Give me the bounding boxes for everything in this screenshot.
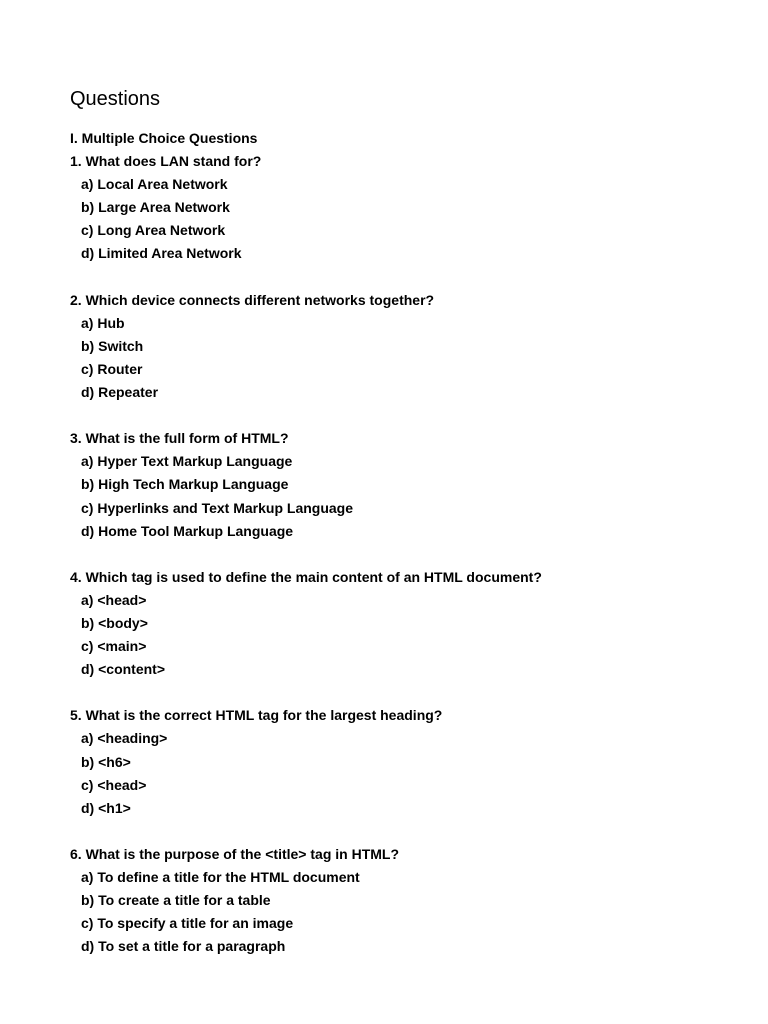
answer-option: d) Home Tool Markup Language	[81, 522, 294, 539]
question-4	[70, 566, 750, 681]
answer-option: b) High Tech Markup Language	[81, 476, 289, 493]
question-text: 6. What is the purpose of the <title> tag in HTML?	[70, 845, 400, 862]
section-heading: I. Multiple Choice Questions	[70, 130, 258, 146]
answer-option: a) Local Area Network	[81, 176, 228, 193]
spacer	[70, 266, 750, 289]
question-2	[70, 289, 750, 404]
question-3	[70, 427, 750, 542]
answer-option: b) Large Area Network	[81, 199, 230, 216]
question-text: 5. What is the correct HTML tag for the largest heading?	[70, 707, 443, 724]
answer-option: c) Long Area Network	[81, 222, 226, 239]
document-title: Questions	[70, 88, 161, 110]
spacer	[70, 543, 750, 566]
answer-option: c) <head>	[81, 776, 147, 793]
answer-option: c) Hyperlinks and Text Markup Language	[81, 499, 354, 516]
answer-option: b) <body>	[81, 614, 148, 631]
answer-option: c) To specify a title for an image	[81, 915, 294, 932]
answer-option: c) <main>	[81, 638, 147, 655]
document-page	[70, 86, 750, 958]
question-text: 3. What is the full form of HTML?	[70, 430, 289, 447]
answer-option: d) Limited Area Network	[81, 245, 242, 262]
question-6	[70, 843, 750, 958]
question-text: 1. What does LAN stand for?	[70, 153, 262, 170]
spacer	[70, 404, 750, 427]
answer-option: c) Router	[81, 360, 143, 377]
answer-option: d) To set a title for a paragraph	[81, 938, 286, 955]
question-5	[70, 704, 750, 819]
answer-option: a) Hub	[81, 314, 125, 331]
answer-option: d) <content>	[81, 661, 166, 678]
spacer	[70, 820, 750, 843]
answer-option: d) Repeater	[81, 384, 159, 401]
answer-option: a) Hyper Text Markup Language	[81, 453, 293, 470]
spacer	[70, 681, 750, 704]
answer-option: b) <h6>	[81, 753, 131, 770]
question-text: 2. Which device connects different networks together?	[70, 291, 435, 308]
answer-option: b) To create a title for a table	[81, 892, 271, 909]
question-1	[70, 150, 750, 265]
answer-option: d) <h1>	[81, 799, 131, 816]
answer-option: b) Switch	[81, 337, 144, 354]
question-text: 4. Which tag is used to define the main content of an HTML document?	[70, 568, 542, 585]
answer-option: a) To define a title for the HTML document	[81, 869, 360, 885]
answer-option: a) <head>	[81, 591, 147, 608]
answer-option: a) <heading>	[81, 730, 168, 747]
